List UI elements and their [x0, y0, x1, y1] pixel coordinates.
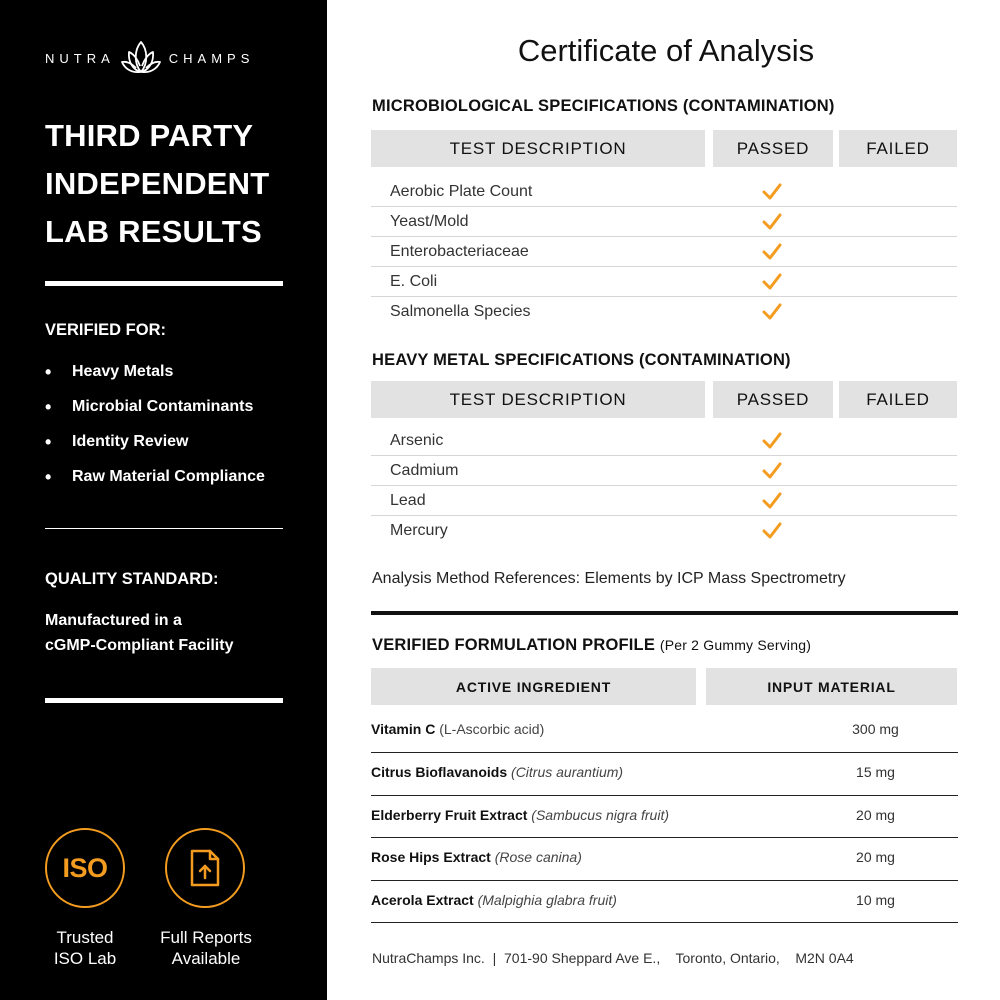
- test-name: Salmonella Species: [390, 303, 531, 320]
- iso-badge: [45, 828, 125, 908]
- ingredient-cell: [371, 849, 582, 865]
- table-row: [371, 796, 958, 839]
- divider: [45, 698, 283, 703]
- bullet-icon: •: [45, 362, 52, 382]
- list-item-label: Raw Material Compliance: [72, 468, 265, 485]
- column-header: TEST DESCRIPTION: [371, 381, 705, 418]
- analysis-method: Analysis Method References: Elements by ICP Mass Spectrometry: [372, 570, 846, 587]
- brand-logo: [45, 38, 285, 78]
- headline-line: LAB RESULTS: [45, 214, 262, 249]
- formulation-subtitle: (Per 2 Gummy Serving): [659, 637, 812, 653]
- check-icon: [761, 211, 783, 233]
- column-header: TEST DESCRIPTION: [371, 130, 705, 167]
- brand-word-2: CHAMPS: [168, 50, 255, 66]
- check-icon: [761, 301, 783, 323]
- metal-table: [371, 426, 957, 546]
- ingredient-name: Elderberry Fruit Extract: [371, 806, 528, 823]
- test-name: E. Coli: [390, 272, 438, 290]
- certificate-panel: [327, 0, 1000, 1000]
- column-header: FAILED: [839, 130, 957, 167]
- quality-line: Manufactured in a: [45, 612, 182, 629]
- list-item: [45, 360, 265, 395]
- headline: [45, 112, 315, 256]
- caption-line: Full Reports: [160, 928, 252, 947]
- table-row: [371, 516, 957, 546]
- ingredient-amount: 10 mg: [856, 891, 895, 908]
- ingredient-name: Vitamin C: [371, 721, 436, 737]
- ingredient-source: (Malpighia glabra fruit): [477, 891, 617, 908]
- company-footer: NutraChamps Inc. | 701-90 Sheppard Ave E., Toronto, Ontario, M2N 0A4: [372, 950, 854, 966]
- ingredient-amount: 20 mg: [856, 806, 895, 823]
- caption-line: Trusted: [56, 928, 114, 947]
- verified-label: VERIFIED FOR:: [45, 321, 167, 339]
- ingredient-cell: [371, 807, 669, 823]
- ingredient-cell: [371, 892, 617, 908]
- table-row: [371, 881, 958, 924]
- check-icon: [761, 241, 783, 263]
- column-header: INPUT MATERIAL: [706, 668, 957, 705]
- lotus-icon: [119, 38, 163, 78]
- ingredient-cell: [371, 764, 623, 780]
- reports-caption: [146, 927, 266, 969]
- formulation-table: [371, 710, 958, 923]
- ingredient-name: Rose Hips Extract: [371, 849, 491, 865]
- headline-line: THIRD PARTY: [45, 118, 254, 153]
- quality-line: cGMP-Compliant Facility: [45, 637, 234, 654]
- divider: [371, 611, 958, 615]
- test-name: Enterobacteriaceae: [390, 242, 529, 260]
- list-item-label: Microbial Contaminants: [72, 398, 254, 415]
- brand-word-1: NUTRA: [45, 50, 115, 66]
- table-row: [371, 207, 957, 237]
- page-title: Certificate of Analysis: [517, 33, 815, 68]
- micro-section-title: MICROBIOLOGICAL SPECIFICATIONS (CONTAMINATION): [372, 97, 835, 115]
- table-row: [371, 267, 957, 297]
- ingredient-name: Citrus Bioflavanoids: [371, 764, 508, 780]
- column-header: PASSED: [713, 381, 833, 418]
- table-row: [371, 753, 958, 796]
- reports-badge: [165, 828, 245, 908]
- micro-table: [371, 177, 957, 327]
- test-name: Cadmium: [390, 461, 459, 479]
- iso-caption: [25, 927, 145, 969]
- check-icon: [761, 460, 783, 482]
- file-upload-icon: [188, 848, 222, 888]
- iso-icon: ISO: [62, 852, 108, 883]
- caption-line: ISO Lab: [53, 949, 117, 968]
- ingredient-source: (Sambucus nigra fruit): [531, 806, 669, 823]
- test-name: Arsenic: [390, 431, 444, 449]
- table-row: [371, 710, 958, 753]
- caption-line: Available: [171, 949, 241, 968]
- formulation-title-text: VERIFIED FORMULATION PROFILE: [372, 636, 656, 654]
- table-row: [371, 838, 958, 881]
- ingredient-amount: 15 mg: [856, 764, 895, 780]
- list-item-label: Heavy Metals: [72, 363, 174, 380]
- ingredient-source: (Citrus aurantium): [511, 764, 624, 780]
- check-icon: [761, 181, 783, 203]
- bullet-icon: •: [45, 432, 52, 452]
- ingredient-cell: [371, 721, 544, 737]
- table-row: [371, 237, 957, 267]
- test-name: Lead: [390, 491, 426, 509]
- check-icon: [761, 520, 783, 542]
- check-icon: [761, 490, 783, 512]
- list-item: [45, 430, 265, 465]
- table-row: [371, 486, 957, 516]
- test-name: Yeast/Mold: [390, 212, 469, 230]
- headline-line: INDEPENDENT: [45, 166, 270, 201]
- list-item: [45, 395, 265, 430]
- left-panel: [0, 0, 327, 1000]
- list-item: [45, 465, 265, 500]
- table-row: [371, 177, 957, 207]
- ingredient-amount: 300 mg: [852, 721, 899, 737]
- bullet-icon: •: [45, 397, 52, 417]
- formulation-title: [372, 636, 811, 655]
- ingredient-amount: 20 mg: [856, 849, 895, 865]
- ingredient-source: (Rose canina): [494, 849, 582, 865]
- ingredient-source: (L-Ascorbic acid): [439, 721, 545, 737]
- quality-text: [45, 608, 305, 658]
- column-header: PASSED: [713, 130, 833, 167]
- verified-list: [45, 360, 265, 500]
- check-icon: [761, 430, 783, 452]
- metal-section-title: HEAVY METAL SPECIFICATIONS (CONTAMINATION): [372, 351, 791, 369]
- quality-label: QUALITY STANDARD:: [45, 570, 219, 588]
- ingredient-name: Acerola Extract: [371, 891, 474, 908]
- column-header: FAILED: [839, 381, 957, 418]
- check-icon: [761, 271, 783, 293]
- table-row: [371, 426, 957, 456]
- table-row: [371, 297, 957, 327]
- divider: [45, 528, 283, 529]
- divider: [45, 281, 283, 286]
- test-name: Mercury: [390, 522, 448, 539]
- column-header: ACTIVE INGREDIENT: [371, 668, 696, 705]
- test-name: Aerobic Plate Count: [390, 182, 533, 200]
- table-row: [371, 456, 957, 486]
- list-item-label: Identity Review: [72, 433, 189, 450]
- bullet-icon: •: [45, 467, 52, 487]
